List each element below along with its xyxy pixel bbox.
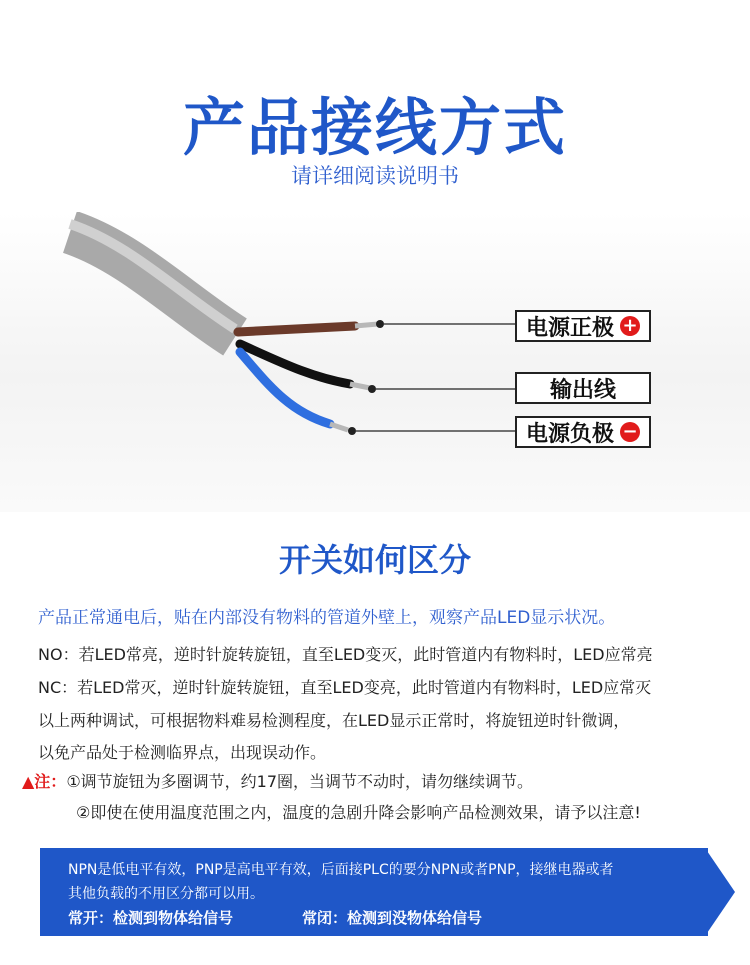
section-title: 开关如何区分	[278, 541, 471, 579]
label-positive	[515, 310, 651, 342]
banner-arrow	[705, 848, 735, 936]
banner-no-label: 常开：检测到物体给信号	[68, 909, 234, 927]
black-wire	[240, 344, 350, 384]
note-1	[22, 769, 533, 792]
note-1-text: ①调节旋钮为多圈调节，约17圈，当调节不动时，请勿继续调节。	[66, 772, 534, 791]
black-wire-tip	[350, 384, 370, 388]
info-banner	[40, 848, 708, 936]
label-output-text: 输出线	[549, 377, 616, 403]
brown-wire-end	[376, 320, 384, 328]
minus-icon: −	[620, 422, 640, 442]
banner-line-2: 其他负载的不用区分都可以用。	[68, 886, 264, 902]
label-positive-text: 电源正极	[525, 315, 614, 341]
intro-text: 产品正常通电后，贴在内部没有物料的管道外壁上，观察产品LED显示状况。	[38, 608, 616, 628]
line-nc: NC：若LED常灭，逆时针旋转旋钮，直至LED变亮，此时管道内有物料时，LED应常灭	[38, 678, 652, 697]
banner-line-1: NPN是低电平有效，PNP是高电平有效，后面接PLC的要分NPN或者PNP，接继电器或者	[68, 862, 614, 878]
line-tuning: 以上两种调试，可根据物料难易检测程度，在LED显示正常时，将旋钮逆时针微调，	[38, 711, 630, 730]
warning-icon: ▲注：	[22, 772, 67, 791]
label-negative	[515, 416, 651, 448]
page-subtitle: 请详细阅读说明书	[291, 164, 459, 188]
cable-sheath	[70, 232, 235, 337]
page-title: 产品接线方式	[182, 91, 567, 164]
black-wire-end	[368, 385, 376, 393]
cable-photo	[0, 212, 750, 512]
brown-wire	[238, 326, 355, 332]
blue-wire-tip	[330, 424, 348, 430]
note-2: ②即使在使用温度范围之内，温度的急剧升降会影响产品检测效果，请予以注意!	[76, 803, 641, 822]
label-output	[515, 372, 651, 404]
line-no: NO：若LED常亮，逆时针旋转旋钮，直至LED变灭，此时管道内有物料时，LED应常亮	[38, 645, 653, 664]
brown-wire-tip	[355, 324, 378, 326]
blue-wire-end	[348, 427, 356, 435]
label-negative-text: 电源负极	[525, 421, 614, 447]
banner-nc-label: 常闭：检测到没物体给信号	[302, 909, 483, 927]
cable-illustration	[0, 212, 750, 512]
plus-icon: +	[620, 316, 640, 336]
line-tuning-cont: 以免产品处于检测临界点，出现误动作。	[38, 743, 327, 762]
